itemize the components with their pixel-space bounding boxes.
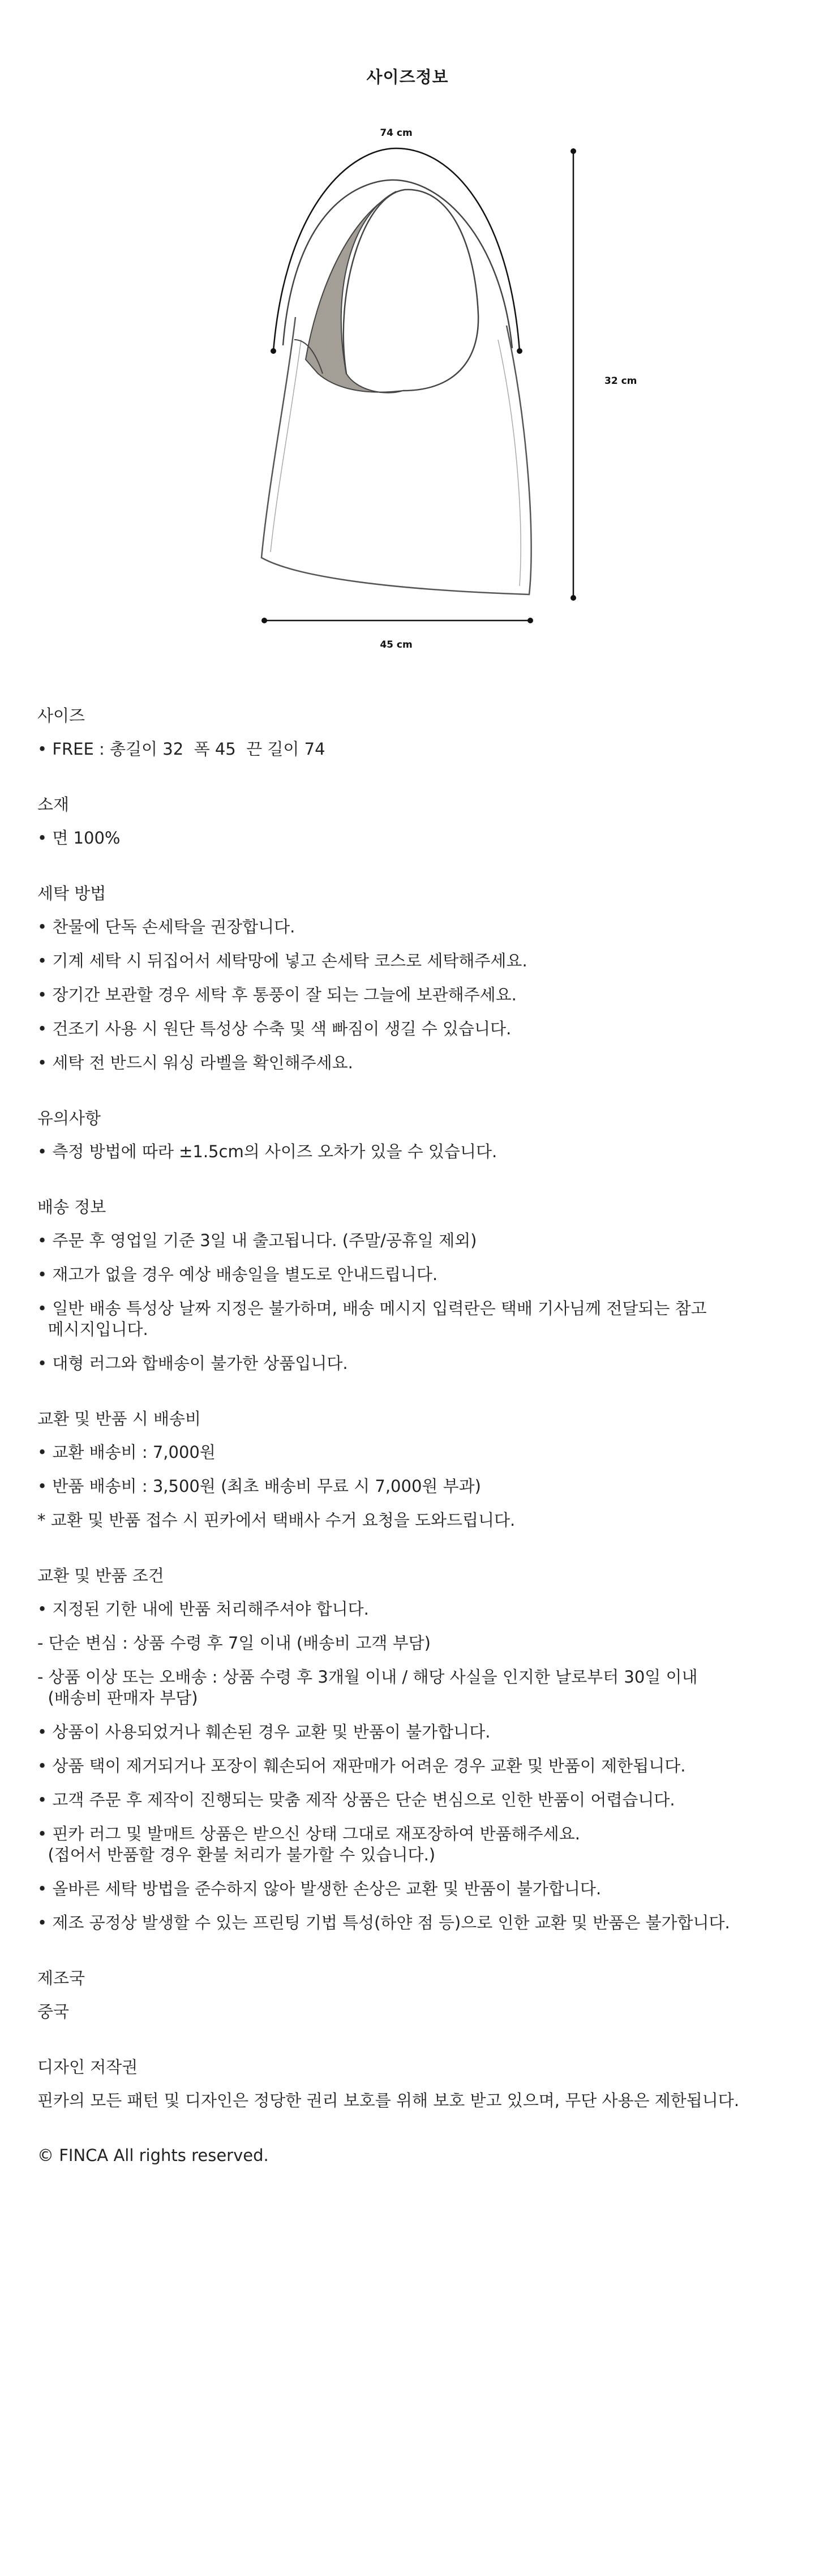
size-info-title: 사이즈정보 [366,67,449,87]
list-item: • 찬물에 단독 손세탁을 권장합니다. [37,917,295,936]
section-title: 교환 및 반품 시 배송비 [37,1409,201,1428]
section-return-fee [37,1408,790,1531]
list-item: • 상품 택이 제거되거나 포장이 훼손되어 재판매가 어려운 경우 교환 및 반품이 제한됩니다. [37,1756,686,1775]
section-title: 제조국 [37,1969,85,1988]
section-notice [37,1107,790,1162]
list-item: • FREE : 총길이 32 폭 45 끈 길이 74 [37,739,325,759]
list-item: 중국 [37,2002,70,2021]
list-item: • 측정 방법에 따라 ±1.5cm의 사이즈 오차가 있을 수 있습니다. [37,1142,497,1161]
section-title: 디자인 저작권 [37,2057,138,2077]
list-item: • 고객 주문 후 제작이 진행되는 맞춤 제작 상품은 단순 변심으로 인한 반품이 어렵습니다. [37,1790,675,1809]
list-item: • 올바른 세탁 방법을 준수하지 않아 발생한 손상은 교환 및 반품이 불가합니다. [37,1879,602,1898]
list-item: • 건조기 사용 시 원단 특성상 수축 및 색 빠짐이 생길 수 있습니다. [37,1019,512,1038]
list-item: • 반품 배송비 : 3,500원 (최초 배송비 무료 시 7,000원 부과) [37,1477,481,1496]
list-item: • 핀카 러그 및 발매트 상품은 받으신 상태 그대로 재포장하여 반품해주세요. (접어서 반품할 경우 환불 처리가 불가할 수 있습니다.) [37,1824,580,1864]
list-item: • 기계 세탁 시 뒤집어서 세탁망에 넣고 손세탁 코스로 세탁해주세요. [37,951,527,970]
section-size [37,705,790,760]
section-title: 유의사항 [37,1109,101,1128]
list-item: • 장기간 보관할 경우 세탁 후 통풍이 잘 되는 그늘에 보관해주세요. [37,985,517,1004]
strap-length-line [273,148,520,351]
product-info-content [37,705,790,2166]
size-diagram [0,0,815,668]
list-item: • 지정된 기한 내에 반품 처리해주셔야 합니다. [37,1599,369,1619]
list-item: • 제조 공정상 발생할 수 있는 프린팅 기법 특성(하얀 점 등)으로 인한 교환 및 반품은 불가합니다. [37,1913,730,1932]
list-item: • 세탁 전 반드시 워싱 라벨을 확인해주세요. [37,1053,353,1072]
section-origin [37,1967,790,2022]
section-title: 소재 [37,795,70,814]
list-item: • 면 100% [37,828,121,848]
section-title: 배송 정보 [37,1197,106,1217]
height-label: 32 cm [604,375,637,387]
section-title: 교환 및 반품 조건 [37,1566,164,1585]
list-item: • 상품이 사용되었거나 훼손된 경우 교환 및 반품이 불가합니다. [37,1722,491,1741]
section-return-conditions [37,1565,790,1933]
width-label: 45 cm [380,639,413,651]
list-item: 핀카의 모든 패턴 및 디자인은 정당한 권리 보호를 위해 보호 받고 있으며, 무단 사용은 제한됩니다. [37,2091,740,2110]
strap-length-label: 74 cm [380,127,413,139]
list-item: • 일반 배송 특성상 날짜 지정은 불가하며, 배송 메시지 입력란은 택배 기사님께 전달되는 참고 메시지입니다. [37,1299,707,1339]
list-item: • 대형 러그와 합배송이 불가한 상품입니다. [37,1354,348,1373]
section-washing [37,883,790,1073]
list-item: • 주문 후 영업일 기준 3일 내 출고됩니다. (주말/공휴일 제외) [37,1231,477,1250]
bag-body [261,317,531,594]
list-item: * 교환 및 반품 접수 시 핀카에서 택배사 수거 요청을 도와드립니다. [37,1510,516,1530]
section-copyright-policy [37,2056,790,2111]
section-title: 사이즈 [37,706,85,725]
list-item: • 교환 배송비 : 7,000원 [37,1443,216,1462]
section-title: 세탁 방법 [37,884,106,903]
list-item: - 상품 이상 또는 오배송 : 상품 수령 후 3개월 이내 / 해당 사실을 인지한 날로부터 30일 이내 (배송비 판매자 부담) [37,1667,698,1708]
copyright-notice: © FINCA All rights reserved. [37,2146,269,2165]
list-item: - 단순 변심 : 상품 수령 후 7일 이내 (배송비 고객 부담) [37,1633,431,1653]
section-shipping [37,1196,790,1374]
section-material [37,794,790,849]
list-item: • 재고가 없을 경우 예상 배송일을 별도로 안내드립니다. [37,1265,438,1284]
